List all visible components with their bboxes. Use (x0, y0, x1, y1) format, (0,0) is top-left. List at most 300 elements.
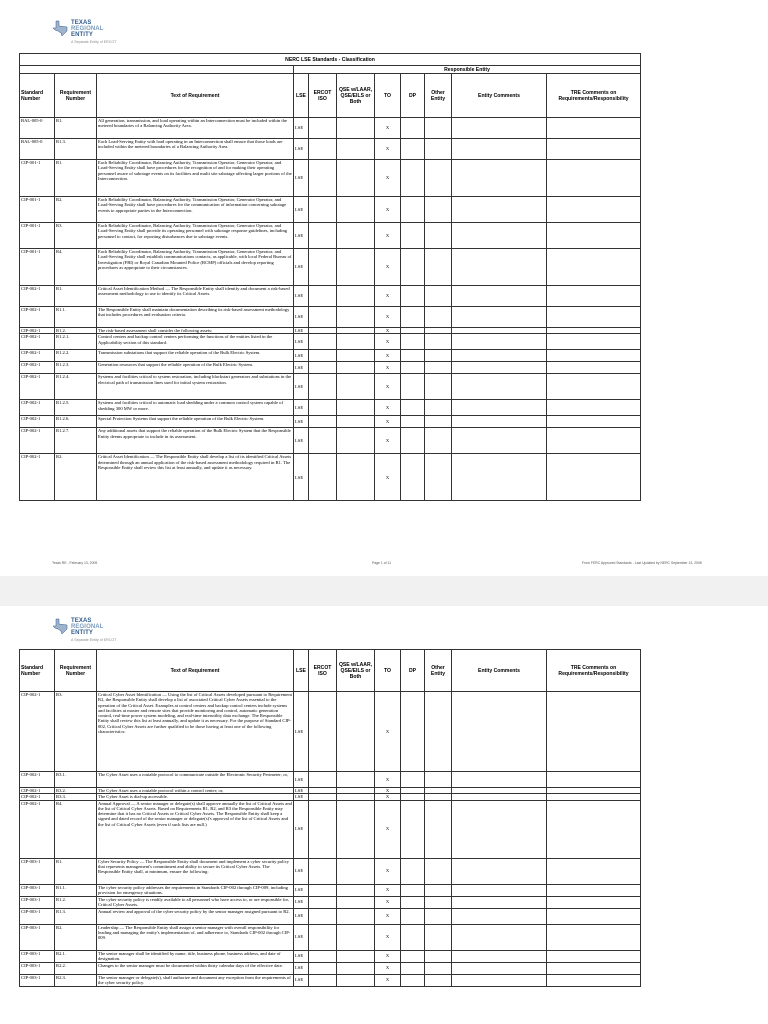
qse-cell (337, 334, 375, 350)
entity-comments-cell (452, 160, 547, 197)
requirement-number-cell: R2. (55, 924, 97, 950)
col-ercot-iso: ERCOT ISO (309, 650, 337, 692)
to-cell: X (375, 286, 401, 307)
ercot-iso-cell (309, 950, 337, 962)
entity-comments-cell (452, 924, 547, 950)
entity-comments-cell (452, 772, 547, 788)
lse-cell: LSE (294, 286, 309, 307)
to-cell: X (375, 160, 401, 197)
other-entity-cell (425, 223, 452, 249)
other-entity-cell (425, 924, 452, 950)
table-row (20, 374, 641, 400)
lse-cell: LSE (294, 772, 309, 788)
logo-text-regional: REGIONAL (71, 26, 104, 32)
ercot-iso-cell (309, 160, 337, 197)
lse-cell: LSE (294, 788, 309, 794)
tre-comments-cell (547, 416, 641, 428)
entity-comments-cell (452, 908, 547, 924)
requirement-number-cell: R1. (55, 858, 97, 884)
requirement-text-cell: Critical Cyber Asset Identification — Using the list of Critical Assets developed pursuant to Requirement R2, the Responsible Entity shall develop a list of associated Critical Cyber Assets essential to the operation of the Critical Asset. Examples at control centers and backup control centers include systems and facilities at master and remote sites that provide monitoring and control, automatic generation control, real-time power system modeling, and real-time interutility data exchange. The Responsible Entity shall review this list at least annually, and update it as necessary. For the purpose of Standard CIP-002, Critical Cyber Assets are further qualified to be those having at least one of the following characteristics: (97, 692, 294, 772)
ercot-iso-cell (309, 374, 337, 400)
requirement-number-cell: R3.2. (55, 788, 97, 794)
tre-comments-cell (547, 908, 641, 924)
other-entity-cell (425, 428, 452, 454)
tre-comments-cell (547, 400, 641, 416)
requirement-number-cell: R2.3. (55, 974, 97, 986)
table-row (20, 286, 641, 307)
requirement-text-cell: The Cyber Asset uses a routable protocol to communicate outside the Electronic Security Perimeter; or, (97, 772, 294, 788)
standard-number-cell: CIP-002-1 (20, 416, 55, 428)
dp-cell (401, 692, 425, 772)
standard-number-cell: CIP-001-1 (20, 160, 55, 197)
to-cell: X (375, 416, 401, 428)
tre-comments-cell (547, 428, 641, 454)
lse-cell: LSE (294, 884, 309, 896)
lse-cell: LSE (294, 334, 309, 350)
qse-cell (337, 858, 375, 884)
qse-cell (337, 400, 375, 416)
qse-cell (337, 884, 375, 896)
dp-cell (401, 350, 425, 362)
requirement-text-cell: Each Reliability Coordinator, Balancing Authority, Transmission Operator, Generator Operator, and Load-Serving Entity shall have procedures for the communication of information concerning sabotage events to appropriate parties in the Interconnection. (97, 197, 294, 223)
requirement-text-cell: Any additional assets that support the reliable operation of the Bulk Electric System that the Responsible Entity deems appropriate to include in its assessment. (97, 428, 294, 454)
requirement-number-cell: R1. (55, 286, 97, 307)
to-cell: X (375, 924, 401, 950)
dp-cell (401, 118, 425, 139)
requirement-number-cell: R1.2.2. (55, 350, 97, 362)
lse-cell: LSE (294, 962, 309, 974)
texas-map-icon (52, 618, 68, 635)
lse-cell: LSE (294, 139, 309, 160)
table-row (20, 772, 641, 788)
ercot-iso-cell (309, 884, 337, 896)
requirement-number-cell: R1.3. (55, 908, 97, 924)
other-entity-cell (425, 350, 452, 362)
requirement-text-cell: The Cyber Asset is dial-up accessible. (97, 794, 294, 800)
dp-cell (401, 223, 425, 249)
col-text-of-requirement: Text of Requirement (97, 74, 294, 118)
col-standard-number: Standard Number (20, 74, 55, 118)
requirement-text-cell: Special Protection Systems that support the reliable operation of the Bulk Electric System. (97, 416, 294, 428)
qse-cell (337, 800, 375, 858)
table-row (20, 974, 641, 986)
qse-cell (337, 197, 375, 223)
standard-number-cell: CIP-003-1 (20, 950, 55, 962)
standard-number-cell: CIP-003-1 (20, 884, 55, 896)
table-row (20, 223, 641, 249)
requirement-text-cell: The Responsible Entity shall maintain documentation describing its risk-based assessment methodology that includes procedures and evaluation criteria. (97, 307, 294, 328)
dp-cell (401, 974, 425, 986)
to-cell: X (375, 950, 401, 962)
ercot-iso-cell (309, 454, 337, 501)
table-row (20, 950, 641, 962)
other-entity-cell (425, 160, 452, 197)
ercot-iso-cell (309, 400, 337, 416)
other-entity-cell (425, 374, 452, 400)
table-row (20, 924, 641, 950)
qse-cell (337, 772, 375, 788)
ercot-iso-cell (309, 249, 337, 286)
other-entity-cell (425, 908, 452, 924)
lse-cell: LSE (294, 249, 309, 286)
to-cell: X (375, 800, 401, 858)
lse-cell: LSE (294, 160, 309, 197)
requirement-number-cell: R1.2.6. (55, 416, 97, 428)
entity-comments-cell (452, 400, 547, 416)
tre-comments-cell (547, 139, 641, 160)
standard-number-cell: CIP-002-1 (20, 692, 55, 772)
other-entity-cell (425, 962, 452, 974)
other-entity-cell (425, 249, 452, 286)
ercot-iso-cell (309, 286, 337, 307)
standard-number-cell: CIP-002-1 (20, 374, 55, 400)
requirement-number-cell: R4. (55, 249, 97, 286)
texas-map-icon (52, 20, 68, 37)
requirement-text-cell: All generation, transmission, and load operating within an Interconnection must be included within the metered boundaries of a Balancing Authority Area. (97, 118, 294, 139)
qse-cell (337, 286, 375, 307)
tre-comments-cell (547, 884, 641, 896)
requirement-number-cell: R1.1. (55, 307, 97, 328)
table-row (20, 858, 641, 884)
col-ercot-iso: ERCOT ISO (309, 74, 337, 118)
standard-number-cell: CIP-003-1 (20, 858, 55, 884)
to-cell: X (375, 307, 401, 328)
ercot-iso-cell (309, 772, 337, 788)
to-cell: X (375, 858, 401, 884)
other-entity-cell (425, 974, 452, 986)
page-2 (0, 606, 768, 1024)
logo-text-entity: ENTITY (71, 630, 93, 636)
entity-comments-cell (452, 454, 547, 501)
qse-cell (337, 950, 375, 962)
entity-comments-cell (452, 974, 547, 986)
requirement-number-cell: R1.3. (55, 139, 97, 160)
table-row (20, 118, 641, 139)
entity-comments-cell (452, 286, 547, 307)
lse-cell: LSE (294, 374, 309, 400)
qse-cell (337, 362, 375, 374)
to-cell: X (375, 896, 401, 908)
dp-cell (401, 374, 425, 400)
ercot-iso-cell (309, 896, 337, 908)
dp-cell (401, 416, 425, 428)
lse-cell: LSE (294, 974, 309, 986)
page-gap (0, 576, 768, 606)
requirement-text-cell: Annual review and approval of the cyber security policy by the senior manager assigned pursuant to R2. (97, 908, 294, 924)
lse-cell: LSE (294, 896, 309, 908)
other-entity-cell (425, 400, 452, 416)
ercot-iso-cell (309, 800, 337, 858)
to-cell: X (375, 249, 401, 286)
table-body-page-2 (20, 692, 641, 987)
dp-cell (401, 924, 425, 950)
requirement-text-cell: Control centers and backup control centers performing the functions of the entities listed in the Applicability section of this standard. (97, 334, 294, 350)
entity-comments-cell (452, 334, 547, 350)
other-entity-cell (425, 334, 452, 350)
tre-comments-cell (547, 249, 641, 286)
qse-cell (337, 118, 375, 139)
col-to: TO (375, 650, 401, 692)
texas-re-logo (52, 20, 116, 45)
tre-comments-cell (547, 800, 641, 858)
standard-number-cell: BAL-005-0 (20, 118, 55, 139)
col-other-entity: Other Entity (425, 650, 452, 692)
standard-number-cell: CIP-003-1 (20, 974, 55, 986)
entity-comments-cell (452, 139, 547, 160)
col-qse: QSE w/LAAR, QSE/EILS or Both (337, 650, 375, 692)
tre-comments-cell (547, 286, 641, 307)
ercot-iso-cell (309, 307, 337, 328)
requirement-number-cell: R1.2.7. (55, 428, 97, 454)
table-row (20, 416, 641, 428)
other-entity-cell (425, 307, 452, 328)
tre-comments-cell (547, 896, 641, 908)
lse-cell: LSE (294, 908, 309, 924)
col-standard-number: Standard Number (20, 650, 55, 692)
entity-comments-cell (452, 350, 547, 362)
requirement-number-cell: R1. (55, 160, 97, 197)
lse-cell: LSE (294, 400, 309, 416)
entity-comments-cell (452, 249, 547, 286)
col-tre-comments: TRE Comments on Requirements/Responsibility (547, 74, 641, 118)
requirement-text-cell: Systems and facilities critical to system restoration, including blackstart generators and substations in the electrical path of transmission lines used for initial system restoration. (97, 374, 294, 400)
qse-cell (337, 249, 375, 286)
tre-comments-cell (547, 772, 641, 788)
ercot-iso-cell (309, 362, 337, 374)
table-body-page-1 (20, 118, 641, 501)
other-entity-cell (425, 286, 452, 307)
logo-text-entity: ENTITY (71, 32, 93, 38)
lse-cell: LSE (294, 118, 309, 139)
col-dp: DP (401, 74, 425, 118)
ercot-iso-cell (309, 350, 337, 362)
entity-comments-cell (452, 362, 547, 374)
col-other-entity: Other Entity (425, 74, 452, 118)
col-tre-comments: TRE Comments on Requirements/Responsibility (547, 650, 641, 692)
tre-comments-cell (547, 692, 641, 772)
dp-cell (401, 908, 425, 924)
tre-comments-cell (547, 350, 641, 362)
requirement-text-cell: The senior manager shall be identified by name, title, business phone, business address, and date of designation. (97, 950, 294, 962)
other-entity-cell (425, 118, 452, 139)
lse-cell: LSE (294, 362, 309, 374)
standard-number-cell: CIP-001-1 (20, 197, 55, 223)
dp-cell (401, 249, 425, 286)
requirement-number-cell: R3.1. (55, 772, 97, 788)
standard-number-cell: CIP-002-1 (20, 788, 55, 794)
tre-comments-cell (547, 362, 641, 374)
requirements-table-page-2 (19, 649, 641, 987)
standard-number-cell: CIP-001-1 (20, 249, 55, 286)
col-entity-comments: Entity Comments (452, 650, 547, 692)
dp-cell (401, 362, 425, 374)
table-row (20, 197, 641, 223)
dp-cell (401, 160, 425, 197)
tre-comments-cell (547, 118, 641, 139)
lse-cell: LSE (294, 924, 309, 950)
lse-cell: LSE (294, 307, 309, 328)
dp-cell (401, 800, 425, 858)
requirement-text-cell: Changes to the senior manager must be documented within thirty calendar days of the effective date. (97, 962, 294, 974)
logo-text-regional: REGIONAL (71, 624, 104, 630)
tre-comments-cell (547, 974, 641, 986)
table-row (20, 454, 641, 501)
ercot-iso-cell (309, 858, 337, 884)
lse-cell: LSE (294, 794, 309, 800)
dp-cell (401, 428, 425, 454)
standard-number-cell: CIP-002-1 (20, 328, 55, 334)
qse-cell (337, 428, 375, 454)
tre-comments-cell (547, 223, 641, 249)
entity-comments-cell (452, 416, 547, 428)
entity-comments-cell (452, 896, 547, 908)
requirement-text-cell: The cyber security policy addresses the requirements in Standards CIP-002 through CIP-009, including provision for emergency situations. (97, 884, 294, 896)
entity-comments-cell (452, 692, 547, 772)
lse-cell: LSE (294, 950, 309, 962)
col-lse: LSE (294, 650, 309, 692)
to-cell: X (375, 374, 401, 400)
requirements-table-page-1 (19, 53, 641, 501)
dp-cell (401, 772, 425, 788)
standard-number-cell: BAL-005-0 (20, 139, 55, 160)
standard-number-cell: CIP-001-1 (20, 223, 55, 249)
table-row (20, 884, 641, 896)
ercot-iso-cell (309, 334, 337, 350)
qse-cell (337, 974, 375, 986)
table-row (20, 800, 641, 858)
dp-cell (401, 197, 425, 223)
dp-cell (401, 896, 425, 908)
ercot-iso-cell (309, 197, 337, 223)
logo-text-texas: TEXAS (71, 20, 92, 26)
requirement-text-cell: Each Reliability Coordinator, Balancing Authority, Transmission Operator, Generator Operator, and Load-Serving Entity shall establish communications contacts, as applicable, with local Federal Bureau of Investigation (FBI) or Royal Canadian Mounted Police (RCMP) officials and develop reporting procedures as appropriate to their circumstances. (97, 249, 294, 286)
table-row (20, 334, 641, 350)
footer-left: Texas RE - February 13, 2009 (52, 561, 98, 565)
other-entity-cell (425, 416, 452, 428)
col-text-of-requirement: Text of Requirement (97, 650, 294, 692)
ercot-iso-cell (309, 962, 337, 974)
ercot-iso-cell (309, 924, 337, 950)
standard-number-cell: CIP-003-1 (20, 924, 55, 950)
standard-number-cell: CIP-002-1 (20, 794, 55, 800)
other-entity-cell (425, 197, 452, 223)
dp-cell (401, 286, 425, 307)
lse-cell: LSE (294, 858, 309, 884)
requirement-text-cell: Each Reliability Coordinator, Balancing Authority, Transmission Operator, Generator Operator, and Load-Serving Entity shall have procedures for the recognition of and for making their operating personnel aware of sabotage events on its facilities and multi site sabotage affecting larger portions of the Interconnection. (97, 160, 294, 197)
entity-comments-cell (452, 962, 547, 974)
to-cell: X (375, 788, 401, 794)
table-row (20, 896, 641, 908)
to-cell: X (375, 772, 401, 788)
qse-cell (337, 962, 375, 974)
requirement-number-cell: R2. (55, 197, 97, 223)
requirement-number-cell: R3.3. (55, 794, 97, 800)
requirement-text-cell: Critical Asset Identification — The Responsible Entity shall develop a list of its identified Critical Assets determined through an annual application of the risk-based assessment methodology required in R1. The Responsible Entity shall review this list at least annually, and update it as necessary. (97, 454, 294, 501)
standard-number-cell: CIP-002-1 (20, 428, 55, 454)
standard-number-cell: CIP-002-1 (20, 286, 55, 307)
tre-comments-cell (547, 374, 641, 400)
entity-comments-cell (452, 428, 547, 454)
qse-cell (337, 416, 375, 428)
col-requirement-number: Requirement Number (55, 74, 97, 118)
dp-cell (401, 334, 425, 350)
dp-cell (401, 884, 425, 896)
requirement-text-cell: Each Reliability Coordinator, Balancing Authority, Transmission Operator, Generator Operator, and Load-Serving Entity shall provide its operating personnel with sabotage response guidelines, including personnel to contact, for reporting disturbances due to sabotage events. (97, 223, 294, 249)
ercot-iso-cell (309, 139, 337, 160)
table-row (20, 362, 641, 374)
to-cell: X (375, 884, 401, 896)
requirement-number-cell: R1.2.4. (55, 374, 97, 400)
requirement-number-cell: R2.1. (55, 950, 97, 962)
ercot-iso-cell (309, 974, 337, 986)
to-cell: X (375, 692, 401, 772)
to-cell: X (375, 962, 401, 974)
other-entity-cell (425, 858, 452, 884)
standard-number-cell: CIP-002-1 (20, 334, 55, 350)
table-row (20, 249, 641, 286)
ercot-iso-cell (309, 692, 337, 772)
dp-cell (401, 307, 425, 328)
other-entity-cell (425, 950, 452, 962)
entity-comments-cell (452, 223, 547, 249)
entity-comments-cell (452, 950, 547, 962)
ercot-iso-cell (309, 416, 337, 428)
standard-number-cell: CIP-002-1 (20, 400, 55, 416)
standard-number-cell: CIP-002-1 (20, 454, 55, 501)
table-row (20, 962, 641, 974)
to-cell: X (375, 428, 401, 454)
table-row (20, 160, 641, 197)
dp-cell (401, 950, 425, 962)
entity-comments-cell (452, 197, 547, 223)
other-entity-cell (425, 896, 452, 908)
ercot-iso-cell (309, 118, 337, 139)
dp-cell (401, 454, 425, 501)
to-cell: X (375, 328, 401, 334)
to-cell: X (375, 118, 401, 139)
to-cell: X (375, 139, 401, 160)
dp-cell (401, 962, 425, 974)
requirement-number-cell: R1.2.5. (55, 400, 97, 416)
standard-number-cell: CIP-002-1 (20, 772, 55, 788)
requirement-text-cell: The senior manager or delegate(s), shall authorize and document any exception from the requirements of the cyber security policy. (97, 974, 294, 986)
requirement-text-cell: Critical Asset Identification Method — The Responsible Entity shall identify and document a risk-based assessment methodology to use to identify its Critical Assets. (97, 286, 294, 307)
ercot-iso-cell (309, 428, 337, 454)
other-entity-cell (425, 139, 452, 160)
texas-re-logo-page-2 (52, 618, 116, 643)
requirement-number-cell: R3. (55, 223, 97, 249)
entity-comments-cell (452, 884, 547, 896)
lse-cell: LSE (294, 800, 309, 858)
footer-page-number: Page 1 of 11 (372, 561, 391, 565)
requirement-number-cell: R1.1. (55, 884, 97, 896)
to-cell: X (375, 454, 401, 501)
tre-comments-cell (547, 307, 641, 328)
dp-cell (401, 139, 425, 160)
lse-cell: LSE (294, 428, 309, 454)
lse-cell: LSE (294, 454, 309, 501)
tre-comments-cell (547, 160, 641, 197)
requirement-text-cell: Cyber Security Policy — The Responsible Entity shall document and implement a cyber security policy that represents management's commitment and ability to secure its Critical Cyber Assets. The Responsible Entity shall, at minimum, ensure the following: (97, 858, 294, 884)
to-cell: X (375, 400, 401, 416)
qse-cell (337, 896, 375, 908)
requirement-text-cell: Generation resources that support the reliable operation of the Bulk Electric System. (97, 362, 294, 374)
col-to: TO (375, 74, 401, 118)
table-title: NERC LSE Standards - Classification (20, 54, 641, 66)
other-entity-cell (425, 772, 452, 788)
standard-number-cell: CIP-002-1 (20, 800, 55, 858)
requirement-number-cell: R1. (55, 118, 97, 139)
